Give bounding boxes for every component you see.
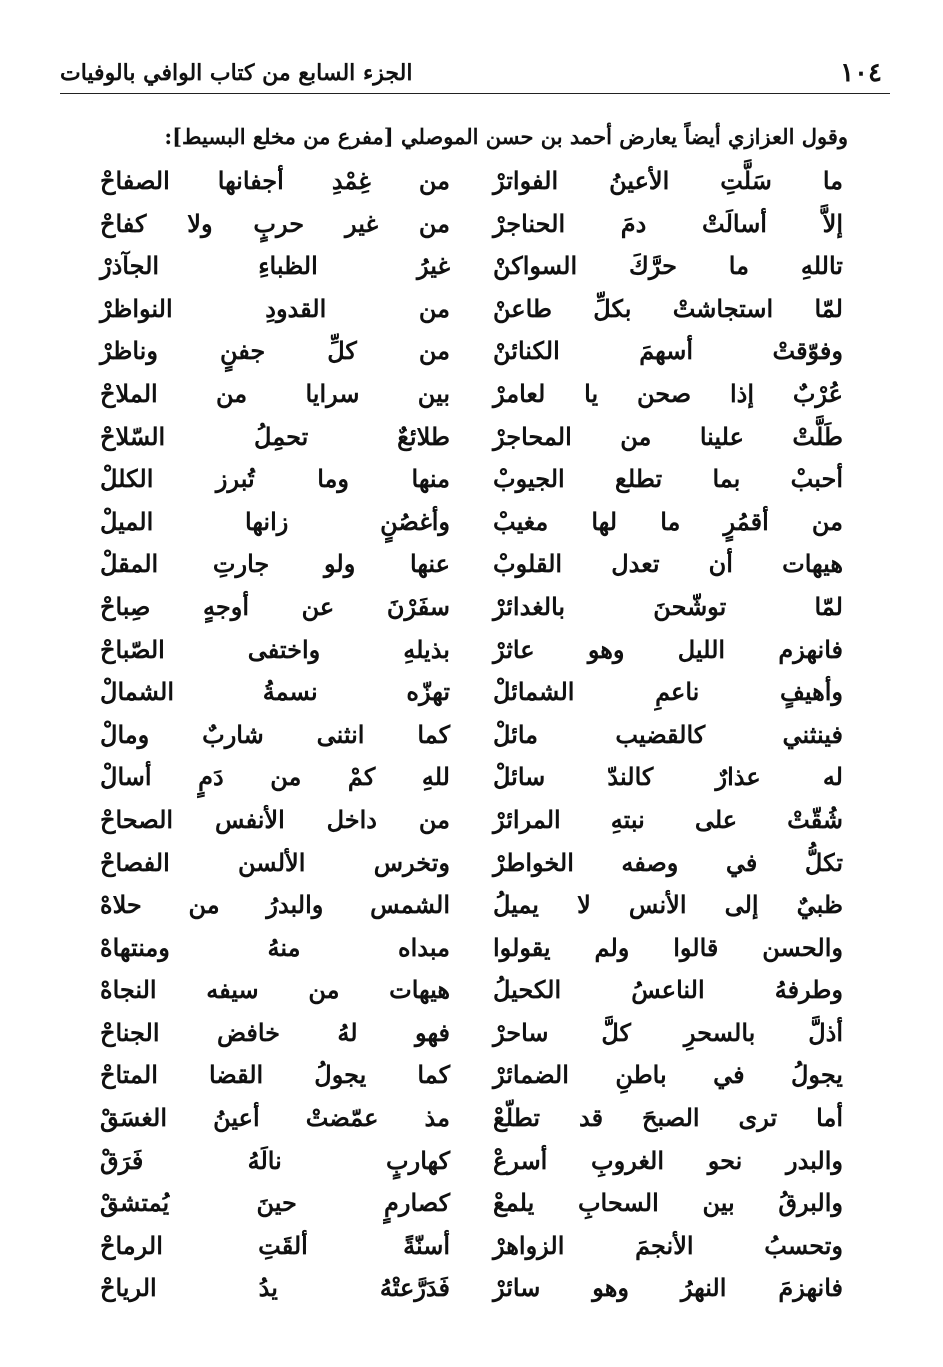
verse-first-hemistich: وفوّقتْ أسهمَ الكنائنْ	[493, 336, 843, 366]
verse-line	[0, 969, 943, 1012]
verse-first-hemistich: فينثني كالقضيب مائلْ	[493, 719, 843, 749]
verse-first-hemistich: ظبيٌ إلى الأنس لا يميلُ	[493, 890, 843, 920]
verse-line	[0, 330, 943, 373]
verse-second-hemistich: عنها ولو جارتِ المقلْ	[100, 549, 450, 579]
verse-line	[0, 1267, 943, 1310]
verse-second-hemistich: طلائعٌ تحمِلُ السّلاحْ	[100, 421, 450, 451]
verse-second-hemistich: بذيلهِ واختفى الصّباحْ	[100, 634, 450, 664]
verse-first-hemistich: لمّا استجاشتْ بكلِّ طاعنْ	[493, 293, 843, 323]
verse-line	[0, 373, 943, 416]
verse-first-hemistich: فانهزمَ النهرُ وهو سائرْ	[493, 1273, 843, 1303]
verse-second-hemistich: سفَرْنَ عن أوجهٍ صِباحْ	[100, 591, 450, 621]
verse-second-hemistich: هيهات من سيفه النجاهْ	[100, 975, 450, 1005]
verse-first-hemistich: والبدر نحو الغروبِ أسرعْ	[493, 1145, 843, 1175]
verse-line	[0, 160, 943, 203]
verse-line	[0, 245, 943, 288]
verse-second-hemistich: أسنّةً ألقَتِ الرماحْ	[100, 1230, 450, 1260]
verse-second-hemistich: للهِ كمْ من دَمٍ أسالْ	[100, 762, 450, 792]
verse-second-hemistich: مذ عمّضتْ أعينُ الغسَقْ	[100, 1103, 450, 1133]
verse-second-hemistich: من داخل الأنفس الصحاحْ	[100, 804, 450, 834]
verse-second-hemistich: من كلِّ جفنٍ وناظرْ	[100, 336, 450, 366]
poem	[0, 160, 943, 1310]
verse-line	[0, 756, 943, 799]
verse-second-hemistich: بين سرايا من الملاحْ	[100, 378, 450, 408]
verse-line	[0, 501, 943, 544]
verse-first-hemistich: شُقّتْ على نبتهِ المرائرْ	[493, 804, 843, 834]
header-rule	[60, 93, 890, 94]
verse-second-hemistich: فهو لهُ خافض الجناحْ	[100, 1017, 450, 1047]
page-number: ١٠٤	[840, 58, 882, 88]
verse-first-hemistich: أما ترى الصبحَ قد تطلّعْ	[493, 1103, 843, 1133]
verse-second-hemistich: منها وما تُبرز الكللْ	[100, 464, 450, 494]
verse-line	[0, 1054, 943, 1097]
verse-line	[0, 1182, 943, 1225]
verse-second-hemistich: من غِمْدِ أجفانها الصفاحْ	[100, 166, 450, 195]
verse-first-hemistich: عُرْبٌ إذا صحن يا لعامرْ	[493, 378, 843, 408]
verse-line	[0, 927, 943, 970]
verse-line	[0, 629, 943, 672]
running-header	[60, 52, 890, 94]
verse-first-hemistich: طَلَّتْ علينا من المحاجرْ	[493, 421, 843, 451]
verse-first-hemistich: يجولُ في باطنِ الضمائرْ	[493, 1060, 843, 1090]
verse-line	[0, 799, 943, 842]
verse-line	[0, 1225, 943, 1268]
verse-second-hemistich: كما انثنى شاربٌ ومالْ	[100, 719, 450, 749]
intro-line: وقول العزازي أيضاً يعارض أحمد بن حسن الموصلي [مفرع من مخلع البسيط]:	[164, 124, 848, 149]
verse-second-hemistich: الشمس والبدرُ من حلاهْ	[100, 890, 450, 920]
verse-second-hemistich: من القدودِ النواظرْ	[100, 293, 450, 323]
verse-line	[0, 1097, 943, 1140]
verse-first-hemistich: والبرقُ بين السحابِ يلمعْ	[493, 1188, 843, 1218]
verse-first-hemistich: له عذارٌ كالندّ سائلْ	[493, 762, 843, 792]
verse-line	[0, 543, 943, 586]
verse-line	[0, 1140, 943, 1183]
verse-second-hemistich: من غير حربٍ ولا كفاحْ	[100, 208, 450, 238]
running-title: الجزء السابع من كتاب الوافي بالوفيات	[60, 60, 413, 86]
verse-line	[0, 416, 943, 459]
verse-first-hemistich: تكلُّ في وصفه الخواطرْ	[493, 847, 843, 877]
verse-first-hemistich: لمّا توشّحنَ بالغدائرْ	[493, 591, 843, 621]
verse-first-hemistich: وتحسبُ الأنجمَ الزواهرْ	[493, 1230, 843, 1260]
verse-second-hemistich: وتخرس الألسن الفصاحْ	[100, 847, 450, 877]
verse-line	[0, 671, 943, 714]
verse-first-hemistich: أحببْ بما تطلع الجيوبْ	[493, 464, 843, 494]
verse-line	[0, 203, 943, 246]
verse-line	[0, 458, 943, 501]
verse-line	[0, 1012, 943, 1055]
verse-first-hemistich: تاللهِ ما حرَّكَ السواكنْ	[493, 251, 843, 281]
verse-line	[0, 714, 943, 757]
verse-second-hemistich: كهاربٍ نالَهُ فَرَقْ	[100, 1145, 450, 1175]
verse-first-hemistich: وأهيفٍ ناعمِ الشمائلْ	[493, 677, 843, 707]
verse-first-hemistich: إلاَّ أسالَتْ دمَ الحناجرْ	[493, 208, 843, 238]
verse-first-hemistich: والحسن قالوا ولم يقولوا	[493, 932, 843, 962]
verse-first-hemistich: ما سَلَّتِ الأعينُ الفواترْ	[493, 166, 843, 195]
verse-second-hemistich: تهزّه نسمةُ الشمالْ	[100, 677, 450, 707]
verse-second-hemistich: كصارمٍ حينَ يُمتشقْ	[100, 1188, 450, 1218]
verse-first-hemistich: هيهات أن تعدل القلوبْ	[493, 549, 843, 579]
verse-line	[0, 288, 943, 331]
verse-first-hemistich: أذلَّ بالسحرِ كلَّ ساحرْ	[493, 1017, 843, 1047]
verse-first-hemistich: وطرفهُ الناعسُ الكحيلُ	[493, 975, 843, 1005]
verse-second-hemistich: غيرُ الظباءِ الجآذرْ	[100, 251, 450, 281]
verse-first-hemistich: فانهزم الليل وهو عاثرْ	[493, 634, 843, 664]
verse-line	[0, 586, 943, 629]
verse-second-hemistich: كما يجولُ القضا المتاحْ	[100, 1060, 450, 1090]
verse-line	[0, 884, 943, 927]
verse-first-hemistich: من أقمُرٍ ما لها مغيبْ	[493, 506, 843, 536]
verse-line	[0, 842, 943, 885]
verse-second-hemistich: مبداه منهُ ومنتهاهْ	[100, 932, 450, 962]
verse-second-hemistich: وأغصُنٍ زانها الميلْ	[100, 506, 450, 536]
verse-second-hemistich: فَدَرَّعتْهُ يدُ الرياحْ	[100, 1273, 450, 1303]
